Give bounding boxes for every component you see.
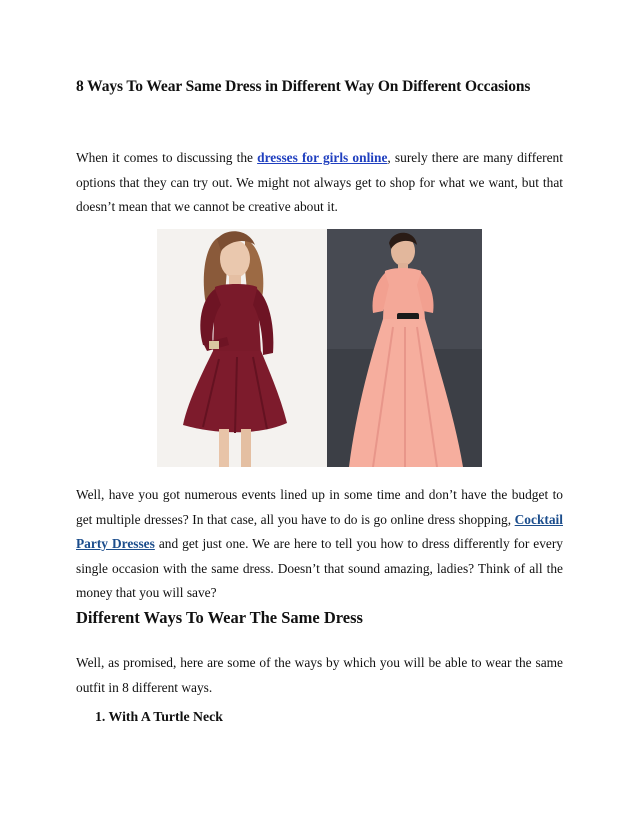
burgundy-dress-photo (157, 229, 327, 467)
page-title: 8 Ways To Wear Same Dress in Different Way On Different Occasions (76, 78, 531, 95)
section-heading: Different Ways To Wear The Same Dress (76, 608, 363, 627)
para2-text-start: Well, have you got numerous events lined up in some time and don’t have the budget to get multiple dresses? In that case, all you have to do is go online dress shopping, (76, 487, 563, 527)
intro-paragraph (76, 146, 563, 220)
pink-gown-photo (327, 229, 482, 467)
budget-paragraph (76, 483, 563, 606)
intro-text-start: When it comes to discussing the (76, 150, 258, 165)
ways-paragraph: Well, as promised, here are some of the ways by which you will be able to wear the same outfit in 8 different ways. (76, 655, 563, 695)
list-item-turtle-neck: 1. With A Turtle Neck (95, 709, 223, 724)
cocktail-party-dresses-link[interactable]: Cocktail Party Dresses (76, 511, 563, 551)
intro-text-end: , surely there are many different options that they can try out. We might not always get to shop for what we want, but that doesn’t mean that we cannot be creative about it. (76, 150, 563, 214)
para2-text-end: and get just one. We are here to tell you how to dress differently for every single occasion with the same dress. Doesn’t that sound amazing, ladies? Think of all the money that you will save? (76, 536, 563, 600)
dresses-for-girls-link[interactable]: dresses for girls online (257, 150, 388, 165)
